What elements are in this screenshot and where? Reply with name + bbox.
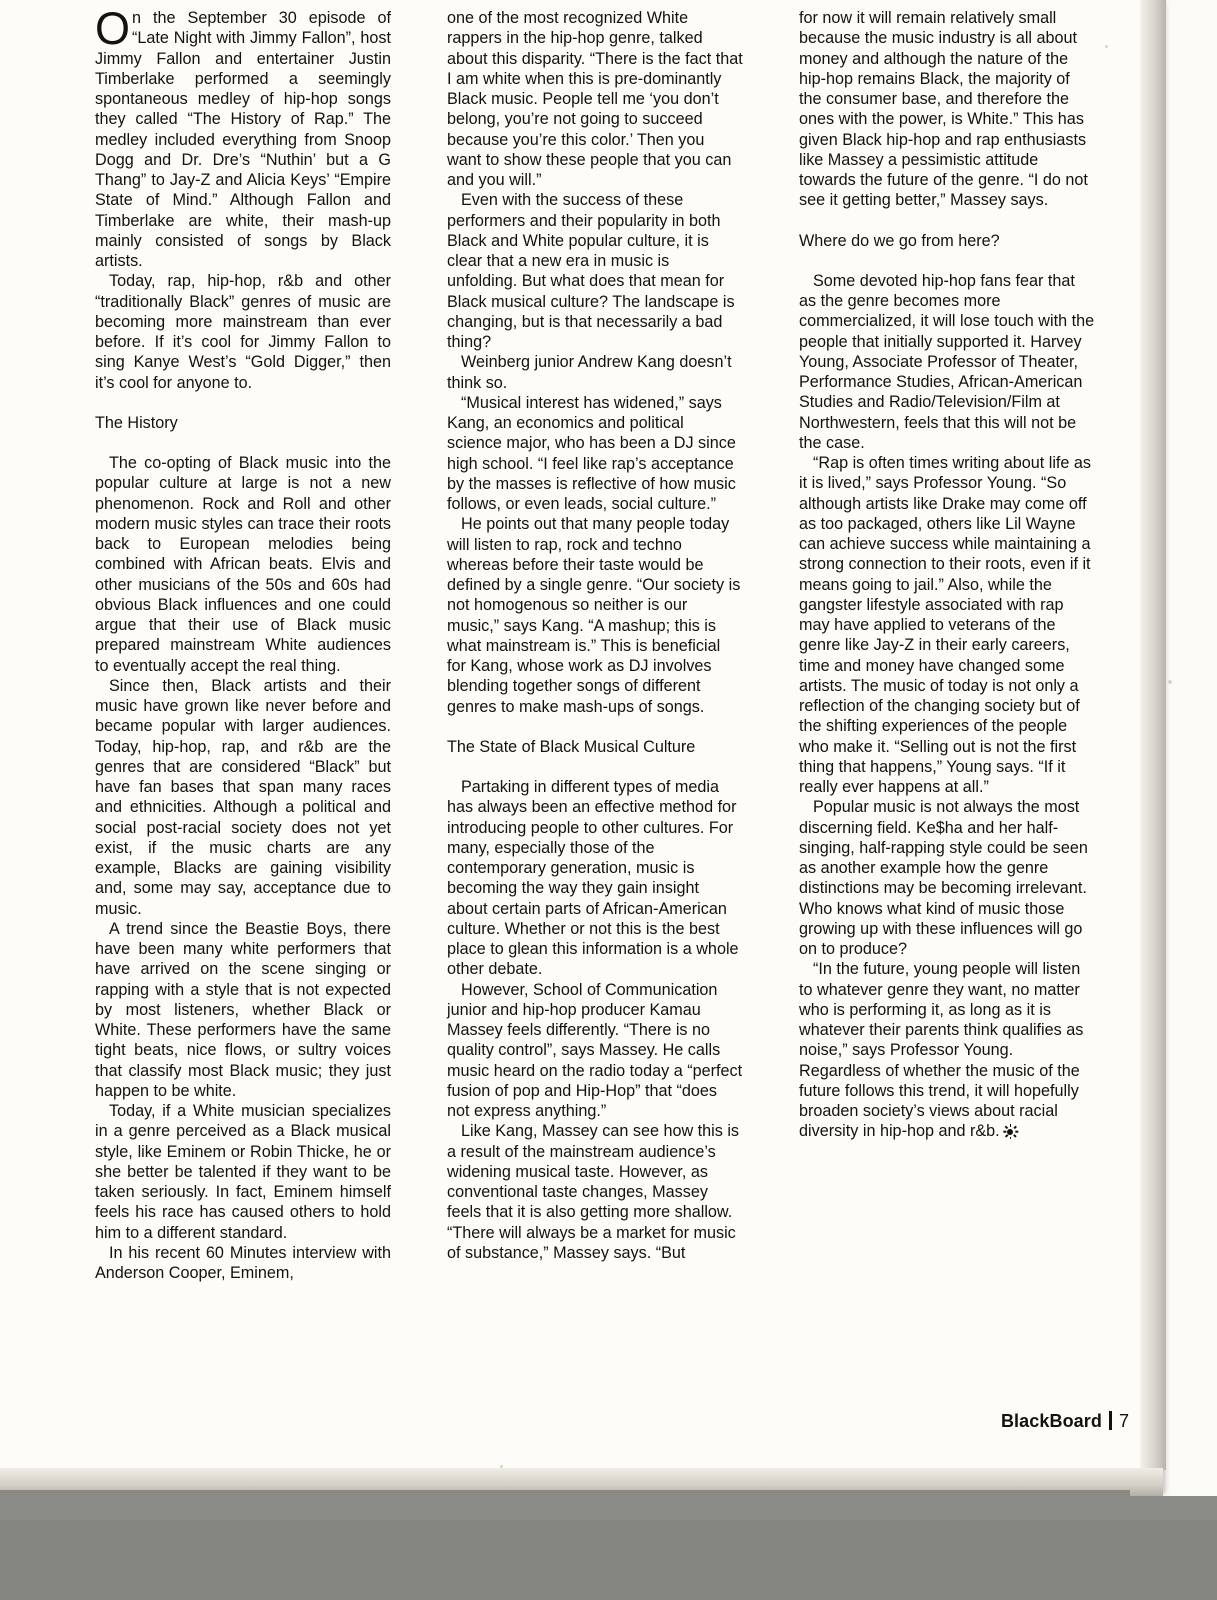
- paragraph-final: [799, 959, 1095, 1141]
- paragraph: The co-opting of Black music into the popular culture at large is not a new phenomenon. Rock and Roll and other modern music styles can trace their roots back to European melodies being combined with African beats. Elvis and other musicians of the 50s and 60s had obvious Black influences and one could argue that their use of Black music prepared mainstream White audiences to eventually accept the real thing.: [95, 454, 391, 675]
- paragraph-text: “In the future, young people will listen to whatever genre they want, no matter who is performing it, as long as it is whatever their parents think qualifies as noise,” says Professor Young. Regardless of whether the music of the future follows this trend, it will hopefully broaden society’s views about racial diversity in hip-hop and r&b.: [799, 960, 1084, 1141]
- scan-speck: [1168, 680, 1172, 684]
- paragraph-dropcap: [95, 3, 391, 271]
- article-column-3: [799, 8, 1095, 1428]
- paragraph-text: n the September 30 episode of “Late Night with Jimmy Fallon”, host Jimmy Fallon and entertainer Justin Timberlake performed a seemingly spontaneous medley of hip-hop songs they called “The History of Rap.” The medley included everything from Snoop Dogg and Dr. Dre’s “Nuthin’ but a G Thang” to Jay-Z and Alicia Keys’ “Empire State of Mind.” Although Fallon and Timberlake are white, their mash-up mainly consisted of songs by Black artists.: [95, 9, 391, 270]
- paragraph: “Rap is often times writing about life as it is lived,” says Professor Young. “So although artists like Drake may come off as too packaged, others like Lil Wayne can achieve success while maintaining a strong connection to their roots, even if it means going to jail.” Also, while the gangster lifestyle associated with rap may have applied to veterans of the genre like Jay-Z in their early careers, time and money have changed some artists. The music of today is not only a reflection of the changing society but of the shifting experiences of the people who make it. “Selling out is not the first thing that happens,” Young says. “If it really ever happens at all.”: [799, 454, 1092, 796]
- article-body: [95, 3, 1095, 1428]
- paragraph: A trend since the Beastie Boys, there have been many white performers that have arrived on the scene singing or rapping with a style that is not expected by most listeners, whether Black or White. These performers have the same tight beats, nice flows, or sultry voices that classify most Black music; they just happen to be white.: [95, 919, 391, 1100]
- paragraph: “Musical interest has widened,” says Kang, an economics and political science major, who has been a DJ since high school. “I feel like rap’s acceptance by the masses is reflective of how music follows, or even leads, social culture.”: [447, 393, 736, 513]
- section-heading-state-of-black-musical-culture: The State of Black Musical Culture: [447, 737, 696, 756]
- page-number: 7: [1118, 1411, 1129, 1431]
- paragraph: Even with the success of these performers and their popularity in both Black and White popular culture, it is clear that a new era in music is unfolding. But what does that mean for Black musical culture? The landscape is changing, but is that necessarily a bad thing?: [447, 191, 735, 351]
- scan-speck: [1105, 45, 1108, 48]
- section-heading-where-do-we-go-from-here: Where do we go from here?: [799, 231, 1000, 250]
- paragraph-column-jump: Like Kang, Massey can see how this is a result of the mainstream audience’s widening musical taste. However, as conventional taste changes, Massey feels that it is also getting more shallow. “There will always be a market for music of substance,” Massey says. “But: [447, 1122, 740, 1262]
- paragraph: Today, rap, hip-hop, r&b and other “traditionally Black” genres of music are becoming more mainstream than ever before. If it’s cool for Jimmy Fallon to sing Kanye West’s “Gold Digger,” then it’s cool for anyone to.: [95, 272, 391, 392]
- drop-cap: O: [95, 3, 131, 54]
- paragraph: Today, if a White musician specializes in a genre perceived as a Black musical style, like Eminem or Robin Thicke, he or she better be talented if they want to be taken seriously. In fact, Eminem himself feels his race has caused others to hold him to a different standard.: [95, 1102, 391, 1242]
- paragraph: However, School of Communication junior and hip-hop producer Kamau Massey feels differently. “There is no quality control”, says Massey. He calls music heard on the radio today a “perfect fusion of pop and Hip-Hop” that “does not express anything.”: [447, 980, 743, 1120]
- page-edge-right: [1140, 0, 1166, 1470]
- sunburst-endmark-icon: [1003, 1124, 1018, 1139]
- magazine-brand-name: BlackBoard: [1000, 1411, 1102, 1431]
- paragraph-continued: one of the most recognized White rappers in the hip-hop genre, talked about this disparity. “There is the fact that I am white when this is pre-dominantly Black music. People tell me ‘you don’t belong, you’re not going to succeed because you’re this color.’ Then you want to show these people that you can and you will.”: [447, 9, 743, 189]
- paragraph-continued: for now it will remain relatively small because the music industry is all about money and although the nature of the hip-hop remains Black, the majority of the consumer base, and therefore the ones with the power, is White.” This has given Black hip-hop and rap enthusiasts like Massey a pessimistic attitude towards the future of the genre. “I do not see it getting better,” Massey says.: [799, 9, 1088, 210]
- paragraph: Partaking in different types of media has always been an effective method for introducing people to other cultures. For many, especially those of the contemporary generation, music is becoming the way they gain insight about certain parts of African-American culture. Whether or not this is the best place to glean this information is a whole other debate.: [447, 778, 739, 979]
- scanner-bed-bottom-lower: [0, 1520, 1217, 1600]
- scan-speck: [500, 1465, 503, 1468]
- paragraph-column-jump: In his recent 60 Minutes interview with Anderson Cooper, Eminem,: [95, 1243, 391, 1282]
- article-column-1: [95, 3, 391, 1428]
- scan-right-margin: [1163, 0, 1217, 1500]
- paragraph: Since then, Black artists and their music have grown like never before and became popular with larger audiences. Today, hip-hop, rap, and r&b are the genres that are considered “Black” but have fan bases that span many races and ethnicities. Although a political and social post-racial society does not yet exist, if the music charts are any example, Blacks are gaining visibility and, some may say, acceptance due to music.: [95, 676, 391, 918]
- paragraph: Popular music is not always the most discerning field. Ke$ha and her half-singing, half-rapping style could be seen as another example how the genre distinctions may be becoming irrelevant. Who knows what kind of music those growing up with these influences will go on to produce?: [799, 798, 1088, 958]
- paragraph: Weinberg junior Andrew Kang doesn’t think so.: [447, 353, 732, 392]
- paragraph: Some devoted hip-hop fans fear that as the genre becomes more commercialized, it will lose touch with the people that initially supported it. Harvey Young, Associate Professor of Theater, Performance Studies, African-American Studies and Radio/Television/Film at Northwestern, feels that this will not be the case.: [799, 271, 1095, 452]
- section-heading-the-history: The History: [95, 413, 178, 432]
- page-footer: [1001, 1408, 1129, 1432]
- footer-divider: [1109, 1411, 1112, 1430]
- article-column-2: [447, 8, 743, 1428]
- paragraph: He points out that many people today will listen to rap, rock and techno whereas before their taste would be defined by a single genre. “Our society is not homogenous so neither is our music,” says Kang. “A mashup; this is what mainstream is.” This is beneficial for Kang, whose work as DJ involves blending together songs of different genres to make mash-ups of songs.: [447, 515, 741, 716]
